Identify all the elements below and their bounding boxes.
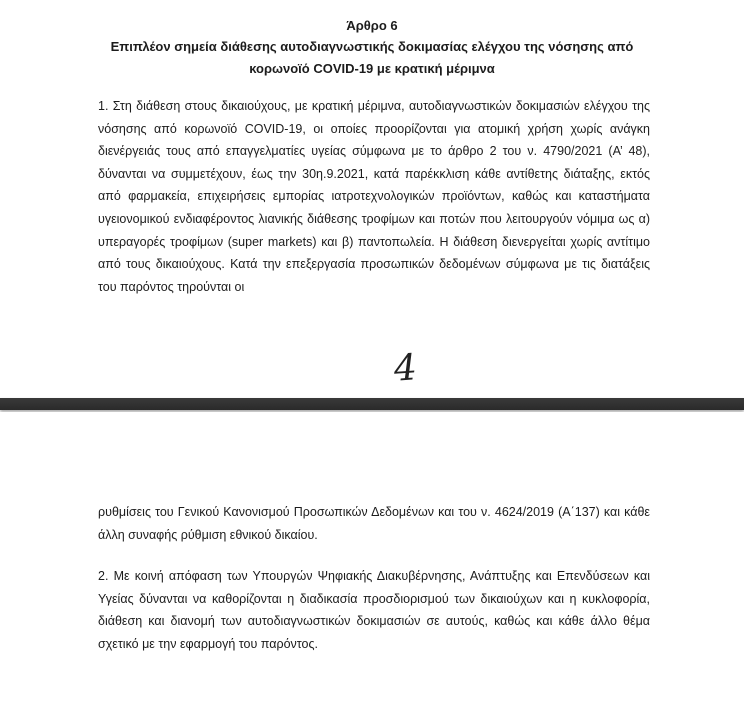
paragraph-2: 2. Με κοινή απόφαση των Υπουργών Ψηφιακής Διακυβέρνησης, Ανάπτυξης και Επενδύσεων και Υγείας δύνανται να καθορίζονται η διαδικασία προσδιορισμού των δικαιούχων και η κυκλοφορία, διάθεση και διανομή των αυτοδιαγνωστικών δοκιμασιών σε αυτούς, καθώς και κάθε άλλο θέμα σχετικό με την εφαρμογή του παρόντος. [98, 569, 650, 651]
paragraph-1-continuation: ρυθμίσεις του Γενικού Κανονισμού Προσωπικών Δεδομένων και του ν. 4624/2019 (Α΄137) και κάθε άλλη συναφής ρύθμιση εθνικού δικαίου. [98, 505, 650, 542]
document-page-bottom [0, 412, 744, 713]
paragraph-1: 1. Στη διάθεση στους δικαιούχους, με κρατική μέριμνα, αυτοδιαγνωστικών δοκιμασιών ελέγχου της νόσησης από κορωνοϊό COVID-19, οι οποίες προορίζονται για ατομική χρήση χωρίς ανάγκη διενέργειάς τους από επαγγελματίες υγείας σύμφωνα με το άρθρο 2 του ν. 4790/2021 (Α’ 48), δύνανται να συμμετέχουν, έως την 30η.9.2021, κατά παρέκκλιση κάθε αντίθετης διάταξης, εκτός από φαρμακεία, επιχειρήσεις εμπορίας ιατροτεχνολογικών προϊόντων, καθώς και καταστήματα υγειονομικού ενδιαφέροντος λιανικής διάθεσης τροφίμων και ποτών που λειτουργούν νόμιμα ως α) υπεραγορές τροφίμων (super markets) και β) παντοπωλεία. Η διάθεση διενεργείται χωρίς αντίτιμο από τους δικαιούχους. Κατά την επεξεργασία προσωπικών δεδομένων σύμφωνα με τις διατάξεις του παρόντος τηρούνται οι [98, 99, 650, 294]
article-number: Άρθρο 6 [346, 18, 398, 33]
handwritten-page-number: 4 [392, 347, 419, 390]
page-break-separator [0, 398, 744, 410]
article-title-block [0, 17, 744, 80]
article-heading: Επιπλέον σημεία διάθεσης αυτοδιαγνωστικής δοκιμασίας ελέγχου της νόσησης από κορωνοϊό COVID-19 με κρατική μέριμνα [110, 39, 634, 76]
